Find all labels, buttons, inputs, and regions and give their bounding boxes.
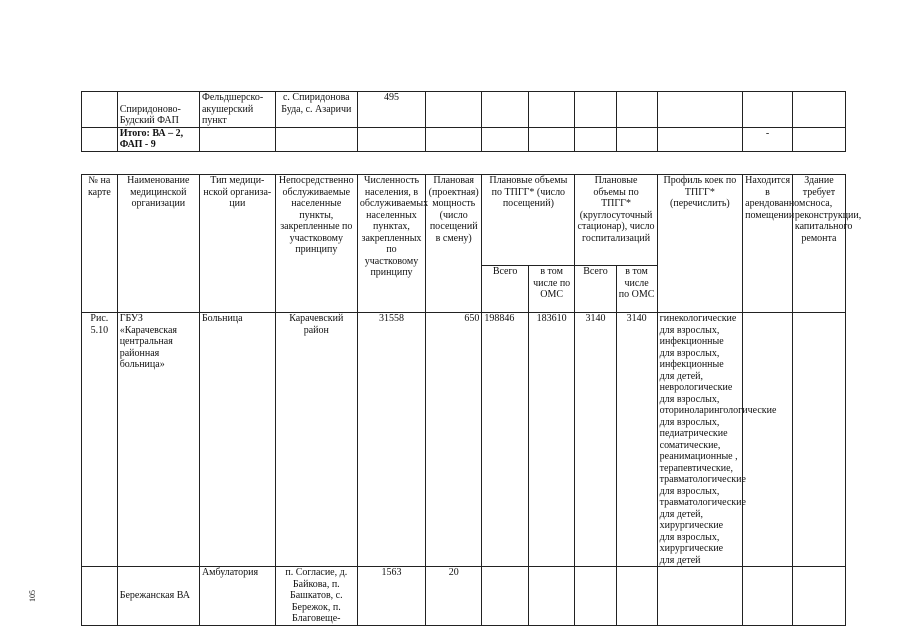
dash-cell (743, 127, 793, 151)
header-population: Численность населения, в обслуживаемых населенных пунктах, закрепленных по участковому принципу (357, 175, 425, 313)
org-area: с. Спиридонова Буда, с. Азаричи (281, 92, 352, 115)
cell-num (82, 92, 118, 128)
header-tpgg-visits: Плановые объемы по ТПГГ* (число посещений) (482, 175, 575, 266)
cell-type: Больница (199, 313, 275, 567)
cell-type (199, 92, 275, 128)
table-row (82, 313, 846, 567)
cell-profile: гинекологические для взрослых, инфекционные для взрослых, инфекционные для детей, неврологические для взрослых, оториноларингологические для взрослых, педиатрические соматические, реанимационные , терапевтические, травматологические для взрослых, травматологические для детей, хирургические для взрослых, хирургические для детей (657, 313, 742, 567)
total-label: Итого: ВА – 2, ФАП - 9 (119, 127, 184, 150)
cell-area: Карачевский район (275, 313, 357, 567)
subheader-hosp-oms: в том числе по ОМС (616, 266, 657, 313)
header-profile: Профиль коек по ТПГГ* (перечислить) (657, 175, 742, 313)
page-number: 105 (28, 590, 37, 602)
header-name: Наименование медицинской организации (117, 175, 199, 313)
cell-name: ГБУЗ «Карачевская центральная районная больница» (117, 313, 199, 567)
cell-area (275, 92, 357, 128)
cell-hosp-total: 3140 (575, 313, 616, 567)
cell-population (357, 92, 425, 128)
header-tpgg-hosp: Плановые объемы по ТПГГ* (круглосуточный стационар), число госпитализаций (575, 175, 657, 266)
cell-name: Бережанская ВА (117, 567, 199, 626)
cell-hosp-oms: 3140 (616, 313, 657, 567)
header-num: № на карте (82, 175, 118, 313)
main-table (81, 174, 862, 626)
header-area: Непосредственно обслуживаемые населенные пункты, закрепленные по участковому принципу (275, 175, 357, 313)
header-row (82, 175, 846, 266)
org-population: 495 (384, 92, 399, 103)
cell-capacity: 650 (426, 313, 482, 567)
cell-num (82, 567, 118, 626)
cell-area: п. Согласие, д. Байкова, п. Башкатов, с. Бережок, п. Благовеще- (275, 567, 357, 626)
cell-type: Амбулатория (199, 567, 275, 626)
table-row (82, 567, 846, 626)
cell-visits-total: 198846 (482, 313, 529, 567)
top-table (81, 91, 846, 152)
header-rented: Находится в арендованном помещении (743, 175, 793, 313)
header-type: Тип медици-нской организа-ции (199, 175, 275, 313)
header-capacity: Плановая (проектная) мощность (число посещений в смену) (426, 175, 482, 313)
cell-capacity: 20 (426, 567, 482, 626)
dash-mark: - (765, 127, 770, 139)
org-type: Фельдшерско-акушерский пункт (201, 92, 264, 126)
org-name: Спиридоново-Будский ФАП (119, 103, 181, 126)
cell-population: 31558 (357, 313, 425, 567)
header-building: Здание требует сноса, реконструкции, капитального ремонта (792, 175, 845, 313)
cell-visits-oms: 183610 (528, 313, 575, 567)
subheader-visits-total: Всего (482, 266, 529, 313)
table-row (82, 127, 846, 151)
subheader-visits-oms: в том числе по ОМС (528, 266, 575, 313)
cell-num: Рис. 5.10 (82, 313, 118, 567)
cell-population: 1563 (357, 567, 425, 626)
cell-name (117, 92, 199, 128)
table-row (82, 92, 846, 128)
subheader-hosp-total: Всего (575, 266, 616, 313)
total-cell (117, 127, 199, 151)
